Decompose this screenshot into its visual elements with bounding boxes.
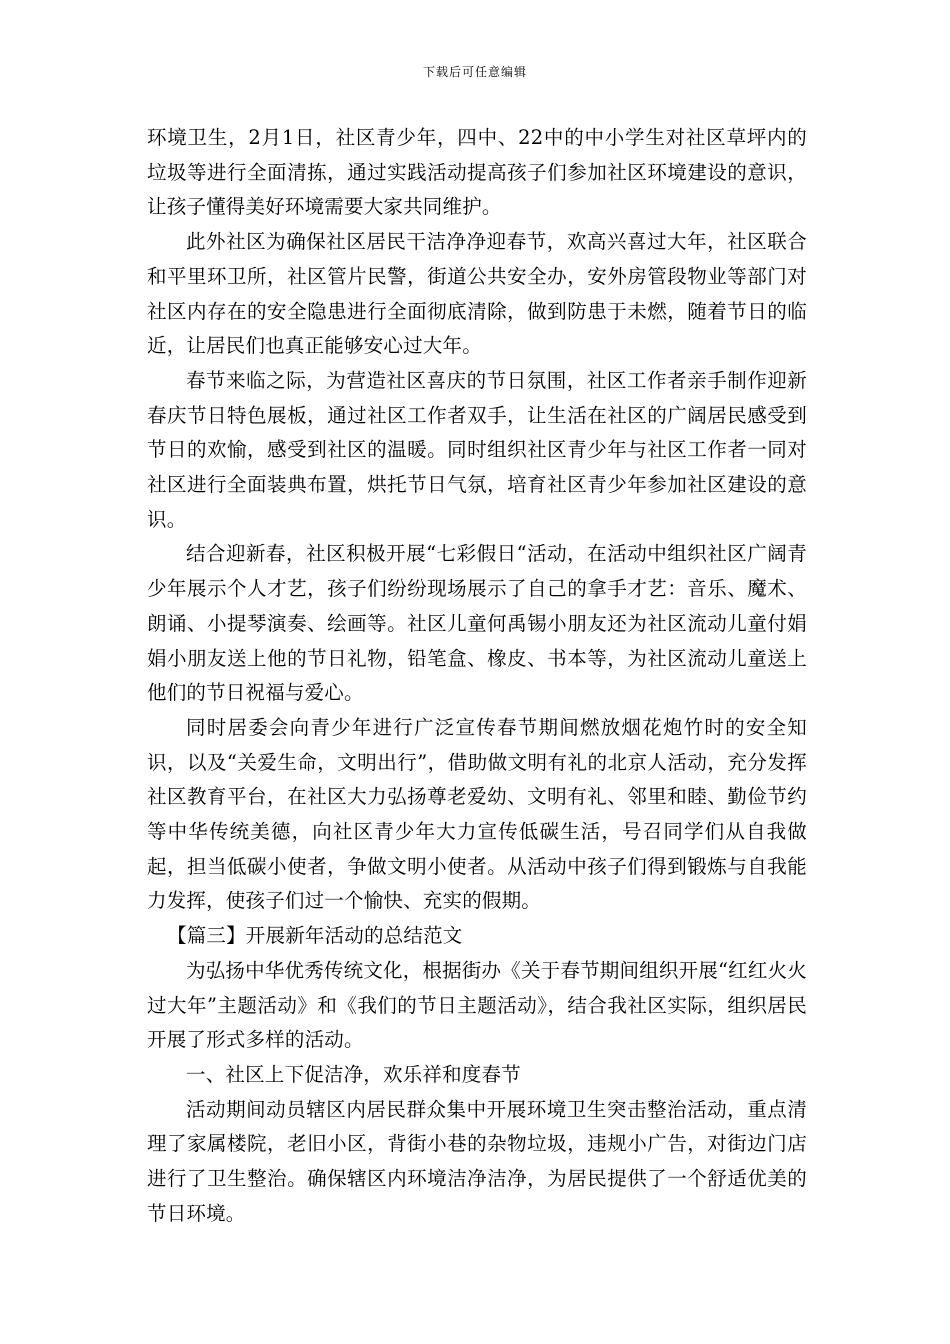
header-note: 下载后可任意编辑 — [422, 65, 527, 79]
paragraph-safety-cleanup: 此外社区为确保社区居民干洁净净迎春节，欢高兴喜过大年，社区联合和平里环卫所，社区管片民警，街道公共安全办，安外房管段物业等部门对社区内存在的安全隐患进行全面彻底清除，做到防患于未燃，随着节日的临近，让居民们也真正能够安心过大年。 — [147, 230, 807, 358]
document-body — [147, 121, 807, 1232]
paragraph-continued: 环境卫生，2月1日，社区青少年，四中、22中的中小学生对社区草坪内的垃圾等进行全面清拣，通过实践活动提高孩子们参加社区环境建设的意识，让孩子懂得美好环境需要大家共同维护。 — [147, 126, 807, 219]
paragraph-safety-education: 同时居委会向青少年进行广泛宣传春节期间燃放烟花炮竹时的安全知识，以及“关爱生命，文明出行”，借助做文明有礼的北京人活动，充分发挥社区教育平台，在社区大力弘扬尊老爱幼、文明有礼、邻里和睦、勤俭节约等中华传统美德，向社区青少年大力宣传低碳生活，号召同学们从自我做起，担当低碳小使者，争做文明小使者。从活动中孩子们得到锻炼与自我能力发挥，使孩子们过一个愉快、充实的假期。 — [147, 715, 807, 913]
paragraph-festival-decoration: 春节来临之际，为营造社区喜庆的节日氛围，社区工作者亲手制作迎新春庆节日特色展板，通过社区工作者双手，让生活在社区的广阔居民感受到节日的欢愉，感受到社区的温暖。同时组织社区青少年与社区工作者一同对社区进行全面装典布置，烘托节日气氛，培育社区青少年参加社区建设的意识。 — [147, 368, 807, 531]
paragraph-intro: 为弘扬中华优秀传统文化，根据街办《关于春节期间组织开展“红红火火过大年”主题活动》和《我们的节日主题活动》，结合我社区实际，组织居民开展了形式多样的活动。 — [147, 958, 807, 1052]
subsection-heading: 一、社区上下促洁净，欢乐祥和度春节 — [186, 1062, 521, 1086]
section-heading: 【篇三】开展新年活动的总结范文 — [167, 924, 463, 948]
paragraph-environment: 活动期间动员辖区内居民群众集中开展环境卫生突击整治活动，重点清理了家属楼院，老旧小区，背街小巷的杂物垃圾，违规小广告，对街边门店进行了卫生整治。确保辖区内环境洁净洁净，为居民提供了一个舒适优美的节日环境。 — [147, 1097, 807, 1225]
paragraph-colorful-holiday: 结合迎新春，社区积极开展“七彩假日“活动，在活动中组织社区广阔青少年展示个人才艺，孩子们纷纷现场展示了自己的拿手才艺：音乐、魔术、朗诵、小提琴演奏、绘画等。社区儿童何禹锡小朋友还为社区流动儿童付娟娟小朋友送上他的节日礼物，铅笔盒、橡皮、书本等，为社区流动儿童送上他们的节日祝福与爱心。 — [147, 542, 807, 705]
